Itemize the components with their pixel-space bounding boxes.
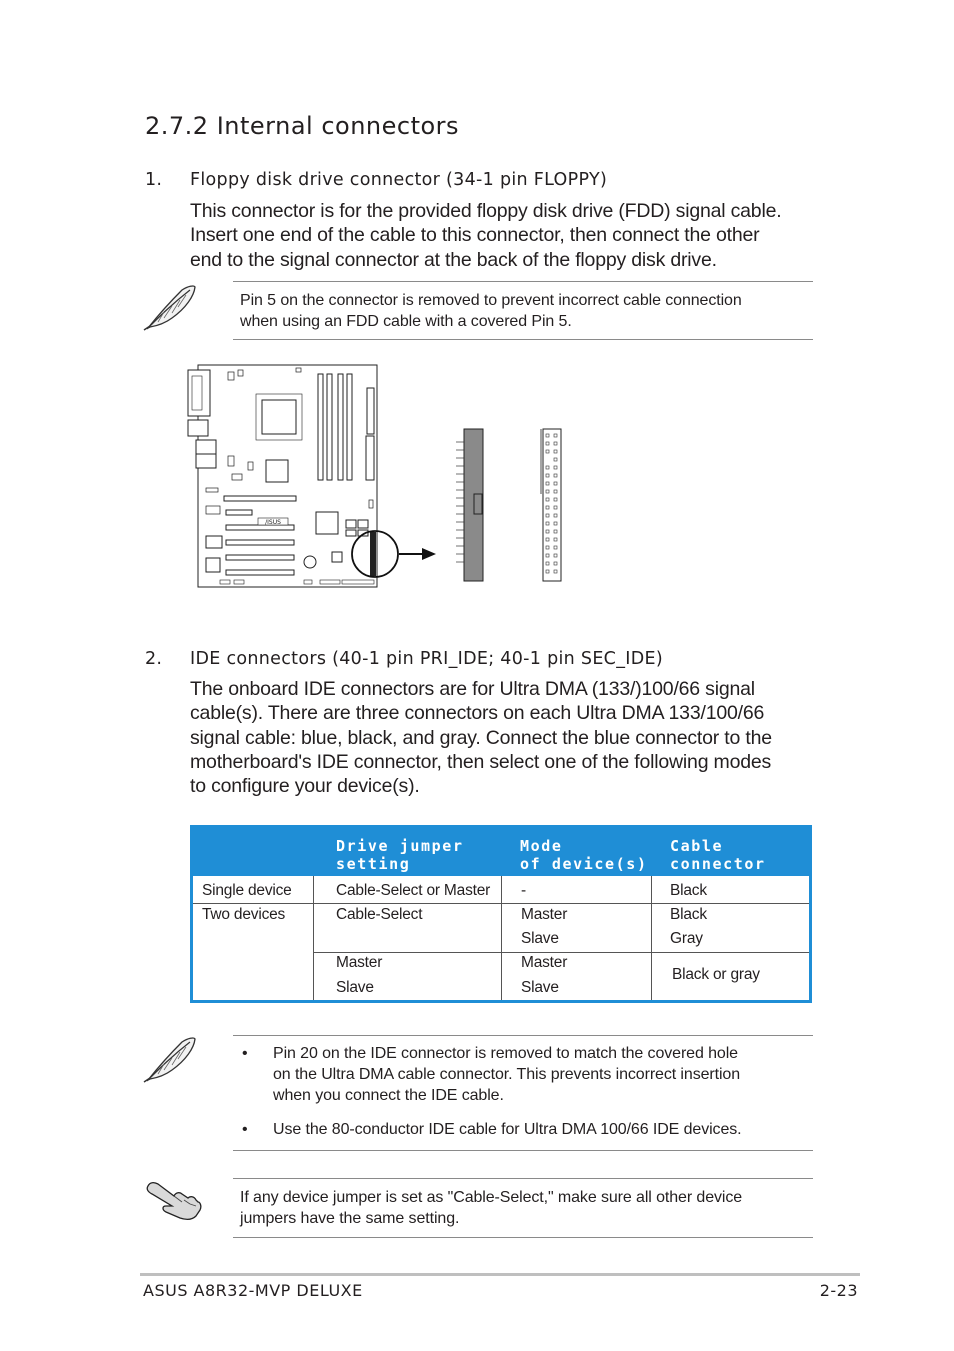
warning-line: If any device jumper is set as "Cable-Select," make sure all other device bbox=[240, 1189, 743, 1206]
footer-model: ASUS A8R32-MVP DELUXE bbox=[143, 1281, 363, 1300]
footer-rule bbox=[140, 1273, 860, 1276]
note2-line: Pin 20 on the IDE connector is removed to match the covered hole bbox=[273, 1045, 738, 1062]
item2-line: motherboard's IDE connector, then select one of the following modes bbox=[190, 750, 772, 773]
item1-line: This connector is for the provided floppy disk drive (FDD) signal cable. bbox=[190, 200, 782, 222]
table-cell: Slave bbox=[336, 979, 374, 996]
warning-bottom-rule bbox=[233, 1237, 813, 1238]
col-divider bbox=[501, 876, 502, 1000]
warning-top-rule bbox=[233, 1178, 813, 1179]
note2-line: when you connect the IDE cable. bbox=[273, 1087, 504, 1104]
table-cell: Slave bbox=[521, 930, 559, 947]
col-divider bbox=[651, 876, 652, 1000]
motherboard-svg bbox=[186, 362, 576, 594]
note2-bottom-rule bbox=[233, 1150, 813, 1151]
header-line: of device(s) bbox=[520, 855, 648, 873]
note1-line: when using an FDD cable with a covered Pin 5. bbox=[240, 313, 572, 330]
motherboard-floppy-diagram bbox=[186, 362, 576, 594]
note1-bottom-rule bbox=[233, 339, 813, 340]
note1-line: Pin 5 on the connector is removed to prevent incorrect cable connection bbox=[240, 292, 742, 309]
item2-line: The onboard IDE connectors are for Ultra DMA (133/)100/66 signal bbox=[190, 678, 755, 700]
header-line: setting bbox=[336, 855, 411, 873]
item1-body bbox=[190, 199, 820, 272]
header-drive-jumper bbox=[336, 837, 464, 873]
table-cell: Master bbox=[336, 954, 383, 971]
item1-line: Insert one end of the cable to this connector, then connect the other bbox=[190, 224, 760, 247]
table-cell: Slave bbox=[521, 979, 559, 996]
board-logo: /ISUS bbox=[265, 519, 281, 526]
col-divider bbox=[313, 876, 314, 1000]
table-cell: Single device bbox=[202, 882, 292, 899]
note2-bullet-item bbox=[240, 1119, 815, 1140]
table-cell: - bbox=[521, 882, 526, 899]
table-cell: Gray bbox=[670, 930, 703, 947]
item1-title: Floppy disk drive connector (34-1 pin FLOPPY) bbox=[190, 170, 608, 190]
table-cell: Two devices bbox=[202, 906, 286, 923]
header-line: Mode bbox=[520, 837, 563, 855]
note2-text bbox=[240, 1043, 815, 1140]
header-cable bbox=[670, 837, 766, 873]
bullet-mark: • bbox=[242, 1045, 248, 1062]
note2-line: Use the 80-conductor IDE cable for Ultra DMA 100/66 IDE devices. bbox=[273, 1121, 742, 1138]
table-cell: Master bbox=[521, 906, 568, 923]
item2-body bbox=[190, 677, 820, 798]
note2-line: on the Ultra DMA cable connector. This prevents incorrect insertion bbox=[273, 1066, 741, 1083]
table-cell: Cable-Select or Master bbox=[336, 882, 491, 899]
note2-bullet-item bbox=[240, 1043, 815, 1106]
section-title: 2.7.2 Internal connectors bbox=[145, 112, 460, 140]
item2-title: IDE connectors (40-1 pin PRI_IDE; 40-1 pin SEC_IDE) bbox=[190, 649, 663, 669]
table-cell: Black or gray bbox=[672, 966, 760, 983]
note1-text bbox=[240, 290, 815, 332]
item2-line: cable(s). There are three connectors on each Ultra DMA 133/100/66 bbox=[190, 702, 765, 725]
header-line: Cable bbox=[670, 837, 724, 855]
ide-mode-table bbox=[190, 825, 812, 1003]
row-divider bbox=[193, 903, 809, 904]
feather-pen-icon bbox=[142, 1034, 198, 1084]
table-cell: Black bbox=[670, 882, 707, 899]
feather-pen-icon bbox=[142, 282, 198, 332]
item2-line: to configure your device(s). bbox=[190, 775, 420, 798]
header-line: Drive jumper bbox=[336, 837, 464, 855]
warning-line: jumpers have the same setting. bbox=[240, 1210, 460, 1227]
bullet-mark: • bbox=[242, 1121, 248, 1138]
table-body bbox=[193, 876, 809, 1000]
item2-number: 2. bbox=[145, 649, 163, 669]
pointing-hand-icon bbox=[144, 1176, 206, 1222]
warning-text bbox=[240, 1187, 815, 1229]
table-cell: Black bbox=[670, 906, 707, 923]
item1-line: end to the signal connector at the back of the floppy disk drive. bbox=[190, 248, 717, 271]
header-line: connector bbox=[670, 855, 766, 873]
table-cell: Cable-Select bbox=[336, 906, 423, 923]
header-mode bbox=[520, 837, 648, 873]
note2-top-rule bbox=[233, 1035, 813, 1036]
table-cell: Master bbox=[521, 954, 568, 971]
footer-page-number: 2-23 bbox=[819, 1281, 858, 1300]
item1-number: 1. bbox=[145, 170, 163, 190]
note1-top-rule bbox=[233, 281, 813, 282]
item2-line: signal cable: blue, black, and gray. Connect the blue connector to the bbox=[190, 726, 772, 749]
